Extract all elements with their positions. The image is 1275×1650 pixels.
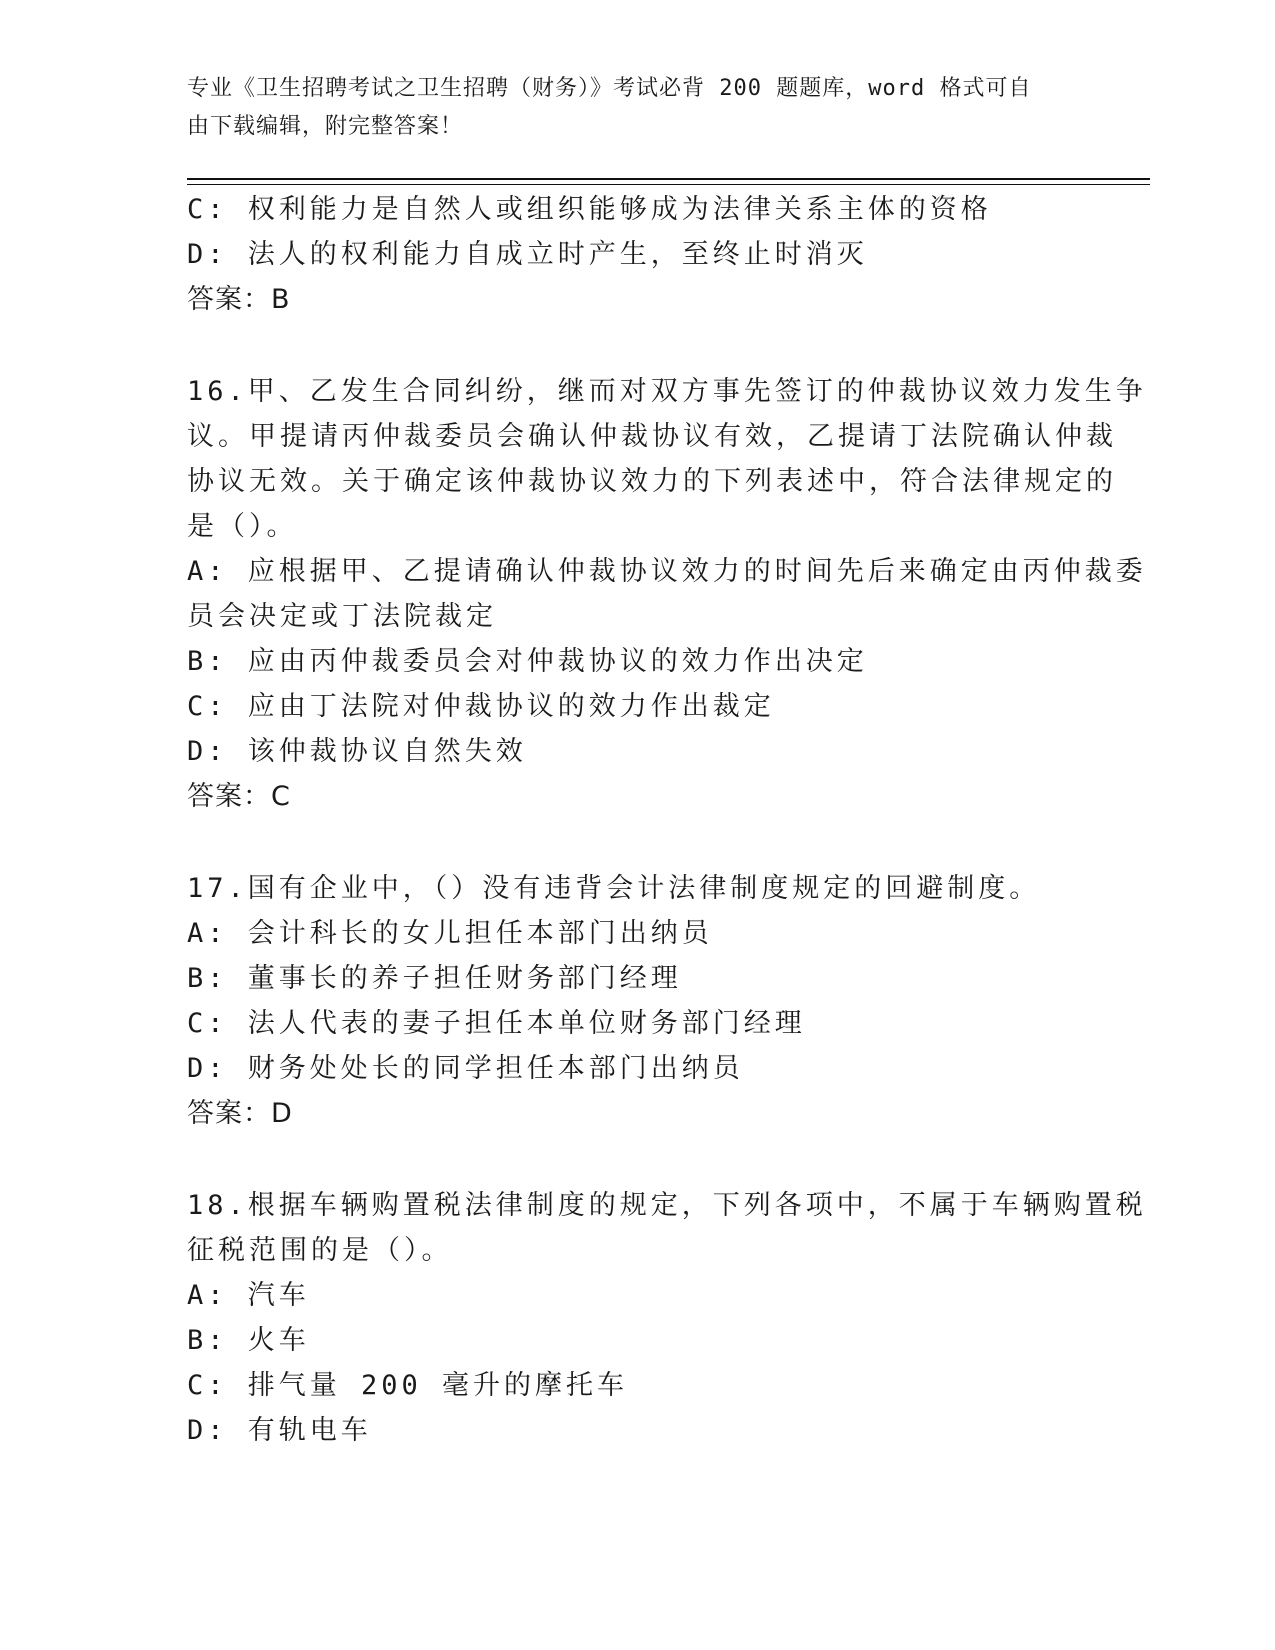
q17-stem: 17.国有企业中，（）没有违背会计法律制度规定的回避制度。 — [187, 873, 1041, 904]
q18-stem-line: 征税范围的是（）。 — [187, 1235, 453, 1266]
q15-answer: 答案：B — [187, 284, 291, 315]
q16-stem-line: 16.甲、乙发生合同纠纷，继而对双方事先签订的仲裁协议效力发生争 — [187, 376, 1147, 407]
q16-option-a-line: 员会决定或丁法院裁定 — [187, 601, 497, 632]
q16-stem-line: 是（）。 — [187, 511, 298, 542]
header-divider-thick — [187, 178, 1150, 180]
q18-option-d: D: 有轨电车 — [187, 1415, 372, 1446]
q17-option-a: A: 会计科长的女儿担任本部门出纳员 — [187, 918, 713, 949]
q15-option-c: C: 权利能力是自然人或组织能够成为法律关系主体的资格 — [187, 194, 992, 225]
question-17 — [187, 866, 1087, 1136]
header-divider-thin — [187, 184, 1150, 185]
question-16 — [187, 369, 1147, 819]
q17-option-c: C: 法人代表的妻子担任本单位财务部门经理 — [187, 1008, 806, 1039]
q18-option-c: C: 排气量 200 毫升的摩托车 — [187, 1370, 629, 1401]
q18-stem-line: 18.根据车辆购置税法律制度的规定，下列各项中，不属于车辆购置税 — [187, 1190, 1147, 1221]
q18-option-a: A: 汽车 — [187, 1280, 310, 1311]
question-18 — [187, 1183, 1147, 1453]
q15-option-d: D: 法人的权利能力自成立时产生，至终止时消灭 — [187, 239, 868, 270]
question-spacer — [187, 819, 1087, 866]
question-spacer — [187, 1136, 1087, 1183]
q16-option-d: D: 该仲裁协议自然失效 — [187, 736, 527, 767]
question-spacer — [187, 322, 1087, 369]
document-body — [187, 187, 1147, 1453]
q16-stem-line: 议。甲提请丙仲裁委员会确认仲裁协议有效，乙提请丁法院确认仲裁 — [187, 421, 1117, 452]
document-header — [187, 70, 1067, 146]
q17-option-d: D: 财务处处长的同学担任本部门出纳员 — [187, 1053, 744, 1084]
q16-option-a-line: A: 应根据甲、乙提请确认仲裁协议效力的时间先后来确定由丙仲裁委 — [187, 556, 1147, 587]
q16-option-b: B: 应由丙仲裁委员会对仲裁协议的效力作出决定 — [187, 646, 868, 677]
q16-option-c: C: 应由丁法院对仲裁协议的效力作出裁定 — [187, 691, 775, 722]
q17-option-b: B: 董事长的养子担任财务部门经理 — [187, 963, 682, 994]
q16-answer: 答案：C — [187, 781, 291, 812]
q16-stem-line: 协议无效。关于确定该仲裁协议效力的下列表述中，符合法律规定的 — [187, 466, 1117, 497]
q18-option-b: B: 火车 — [187, 1325, 310, 1356]
header-title-line-2: 由下载编辑，附完整答案！ — [187, 114, 464, 139]
q17-answer: 答案：D — [187, 1098, 293, 1129]
question-15-tail — [187, 187, 1087, 322]
header-title-line-1: 专业《卫生招聘考试之卫生招聘（财务）》考试必背 200 题题库，word 格式可自 — [187, 76, 1032, 101]
